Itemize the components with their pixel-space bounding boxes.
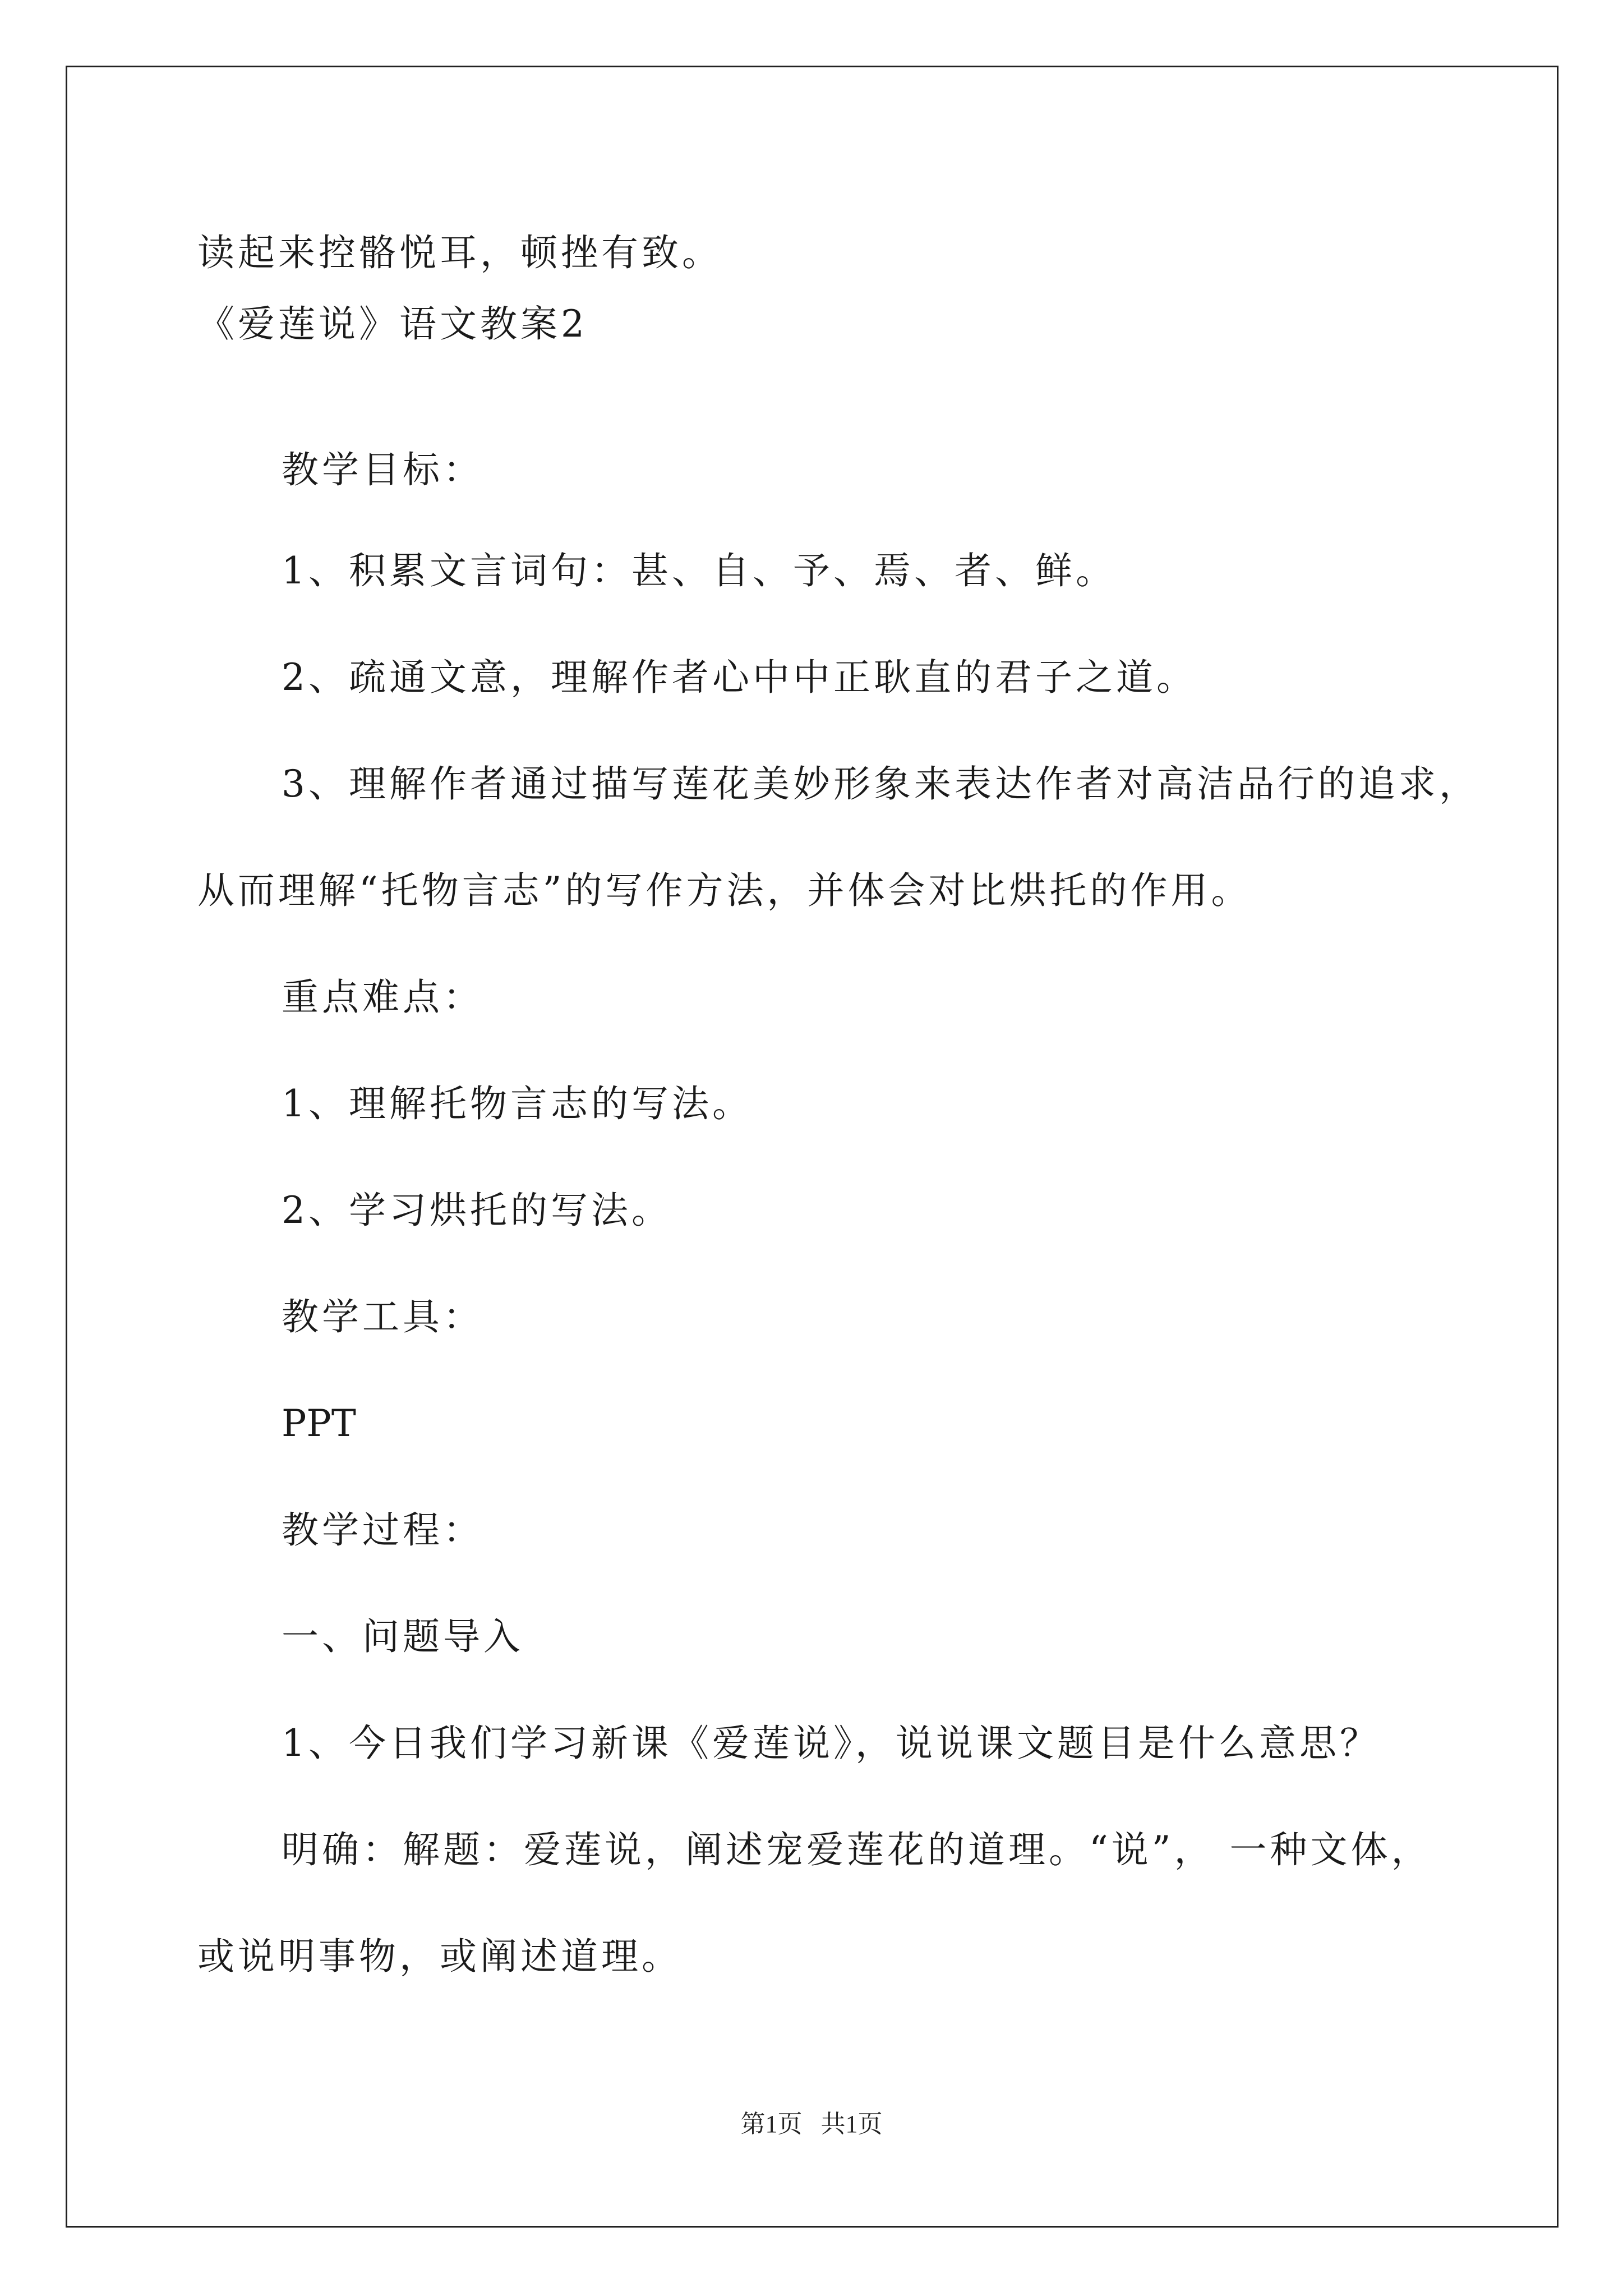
- text-line: 从而理解“托物言志”的写作方法，并体会对比烘托的作用。: [197, 869, 1252, 912]
- section-title: 《爱莲说》语文教案2: [197, 302, 588, 346]
- text-line: 2、学习烘托的写法。: [282, 1189, 672, 1232]
- text-line: 1、理解托物言志的写法。: [282, 1082, 753, 1125]
- text-line: 明确：解题：爱莲说，阐述宠爱莲花的道理。“说”， 一种文体，: [282, 1828, 1432, 1871]
- heading-teaching-goals: 教学目标：: [282, 448, 483, 491]
- text-line: 1、积累文言词句：甚、自、予、焉、者、鲜。: [282, 549, 1116, 592]
- heading-teaching-process: 教学过程：: [282, 1508, 483, 1552]
- heading-teaching-tools: 教学工具：: [282, 1295, 483, 1338]
- text-line: 1、今日我们学习新课《爱莲说》，说说课文题目是什么意思？: [282, 1722, 1380, 1765]
- text-line: 读起来控骼悦耳，顿挫有致。: [197, 231, 722, 274]
- subheading-intro: 一、问题导入: [282, 1615, 524, 1658]
- text-line: PPT: [282, 1402, 356, 1445]
- text-line: 2、疏通文意，理解作者心中中正耿直的君子之道。: [282, 656, 1197, 699]
- text-line: 3、理解作者通过描写莲花美妙形象来表达作者对高洁品行的追求，: [282, 762, 1479, 806]
- text-line: 或说明事物，或阐述道理。: [197, 1935, 682, 1978]
- page-footer: 第1页 共1页: [740, 2110, 883, 2138]
- heading-key-points: 重点难点：: [282, 976, 483, 1019]
- page-border: [66, 66, 1559, 2228]
